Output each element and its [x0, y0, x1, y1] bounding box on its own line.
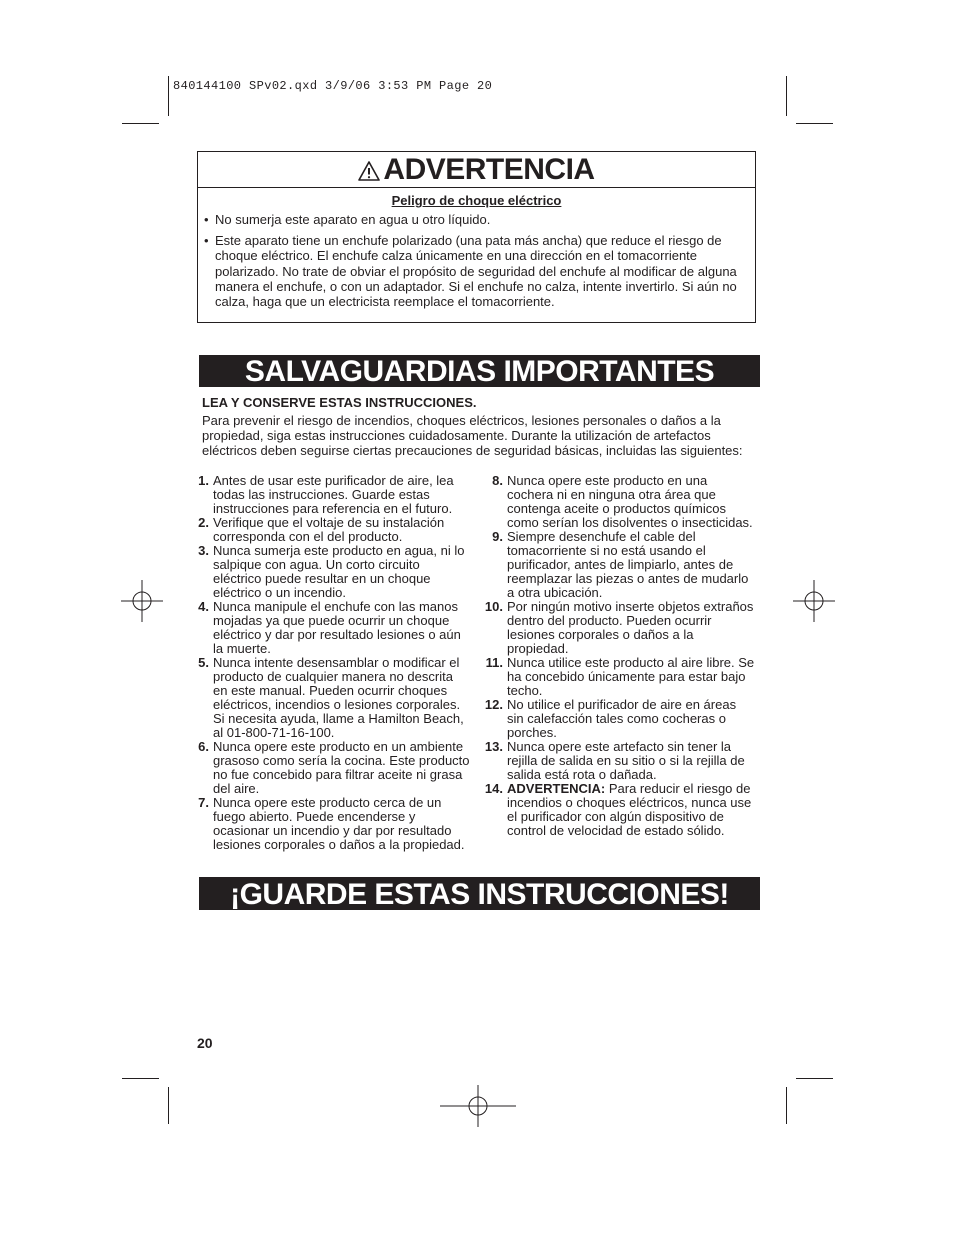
list-item: [190, 474, 470, 516]
list-item: [484, 740, 756, 782]
item-number: 5.: [198, 655, 209, 670]
read-heading: LEA Y CONSERVE ESTAS INSTRUCCIONES.: [202, 395, 477, 410]
crop-mark: [168, 76, 169, 116]
item-number: 1.: [198, 473, 209, 488]
item-text: Para reducir el riesgo de incendios o choques eléctricos, nunca use el purificador con algún dispositivo de control de velocidad de estado sólido.: [507, 781, 752, 838]
item-text: Nunca opere este producto cerca de un fuego abierto. Puede encenderse y ocasionar un incendio y dar por resultado lesiones corporales o daños a la propiedad.: [213, 795, 465, 852]
item-text: Nunca opere este producto en un ambiente grasoso como sería la cocina. Este producto no fue concebido para filtrar aceite ni grasa del aire.: [213, 739, 470, 796]
list-item: [190, 796, 470, 852]
crop-mark: [122, 123, 159, 124]
instructions-column-right: [484, 474, 756, 838]
item-number: 11.: [485, 655, 503, 670]
item-number: 9.: [492, 529, 503, 544]
crop-mark: [786, 76, 787, 116]
crop-mark: [168, 1087, 169, 1124]
warning-bullet: • Este aparato tiene un enchufe polarizado (una pata más ancha) que reduce el riesgo de choque eléctrico. El enchufe calza únicamente en una dirección en el tomacorriente polarizado. No trate de obviar el propósito de seguridad del enchufe al modificar de alguna manera el enchufe, o con un adaptador. Si el enchufe no calza, intente invertirlo. Si aún no calza, haga que un electricista reemplace el tomacorriente.: [198, 233, 755, 309]
item-text: Nunca opere este producto en una cochera ni en ninguna otra área que contenga aceite o productos químicos como serían los disolventes o insecticidas.: [507, 473, 753, 530]
warning-box: [197, 151, 756, 323]
list-item: [484, 530, 756, 600]
item-number: 8.: [492, 473, 503, 488]
item-number: 12.: [484, 697, 503, 712]
item-number: 3.: [198, 543, 209, 558]
warning-bullet: • No sumerja este aparato en agua u otro líquido.: [198, 212, 755, 227]
item-number: 6.: [198, 739, 209, 754]
item-number: 4.: [198, 599, 209, 614]
registration-mark-icon: [793, 580, 835, 622]
registration-mark-icon: [121, 580, 163, 622]
item-number: 14.: [484, 781, 503, 796]
crop-mark: [796, 1078, 833, 1079]
list-item: [190, 544, 470, 600]
item-text: Antes de usar este purificador de aire, lea todas las instrucciones. Guarde estas instrucciones para referencia en el futuro.: [213, 473, 454, 516]
print-slug: 840144100 SPv02.qxd 3/9/06 3:53 PM Page 20: [173, 79, 493, 93]
warning-subtitle: Peligro de choque eléctrico: [391, 193, 562, 208]
intro-paragraph: Para prevenir el riesgo de incendios, choques eléctricos, lesiones personales o daños a la propiedad, siga estas instrucciones cuidadosamente. Durante la utilización de artefactos eléctricos deben seguirse ciertas precauciones de seguridad básicas, incluidas las siguientes:: [202, 413, 743, 458]
list-item: [190, 740, 470, 796]
safeguards-title: SALVAGUARDIAS IMPORTANTES: [199, 355, 760, 387]
item-text: Nunca manipule el enchufe con las manos mojadas ya que puede ocurrir un choque eléctrico y dar por resultado lesiones o aún la muerte.: [213, 599, 461, 656]
list-item: [484, 698, 756, 740]
item-number: 10.: [484, 599, 503, 614]
intro-block: [202, 395, 758, 458]
item-number: 7.: [198, 795, 209, 810]
item-text: Nunca opere este artefacto sin tener la rejilla de salida en su sitio o si la rejilla de salida está rota o dañada.: [507, 739, 745, 782]
instructions-column-left: [190, 474, 470, 852]
item-number: 13.: [484, 739, 503, 754]
crop-mark: [796, 123, 833, 124]
list-item: [190, 516, 470, 544]
item-text: Verifique que el voltaje de su instalación corresponda con el del producto.: [213, 515, 445, 544]
crop-mark: [122, 1078, 159, 1079]
warning-triangle-icon: [358, 161, 380, 181]
crop-mark: [786, 1087, 787, 1124]
list-item: [190, 600, 470, 656]
warning-list: [198, 212, 755, 309]
list-item: [484, 782, 756, 838]
warning-title: ADVERTENCIA: [383, 152, 595, 186]
list-item: [484, 474, 756, 530]
item-number: 2.: [198, 515, 209, 530]
warning-header: [198, 152, 755, 188]
list-item: [484, 600, 756, 656]
list-item: [190, 656, 470, 740]
item-text: Por ningún motivo inserte objetos extraños dentro del producto. Pueden ocurrir lesiones corporales o daños a la propiedad.: [507, 599, 754, 656]
list-item: [484, 656, 756, 698]
item-text: Nunca intente desensamblar o modificar el producto de cualquier manera no descrita en este manual. Pueden ocurrir choques eléctricos, incendios o lesiones corporales. Si necesita ayuda, llame a Hamilton Beach, al 01-800-71-16-100.: [213, 655, 464, 740]
footer-banner: ¡GUARDE ESTAS INSTRUCCIONES!: [199, 877, 760, 910]
item-text: Nunca sumerja este producto en agua, ni lo salpique con agua. Un corto circuito eléctrico puede resultar en un choque eléctrico o un incendio.: [213, 543, 465, 600]
item-text: Siempre desenchufe el cable del tomacorriente si no está usando el purificador, antes de limpiarlo, antes de reemplazar las piezas o antes de mudarlo a otra ubicación.: [507, 529, 749, 600]
item-lead-warning: ADVERTENCIA:: [507, 781, 606, 796]
item-text: Nunca utilice este producto al aire libre. Se ha concebido únicamente para estar bajo techo.: [507, 655, 755, 698]
item-text: No utilice el purificador de aire en áreas sin calefacción tales como cocheras o porches.: [507, 697, 737, 740]
page-number: 20: [197, 1035, 213, 1051]
registration-mark-icon: [440, 1085, 516, 1127]
